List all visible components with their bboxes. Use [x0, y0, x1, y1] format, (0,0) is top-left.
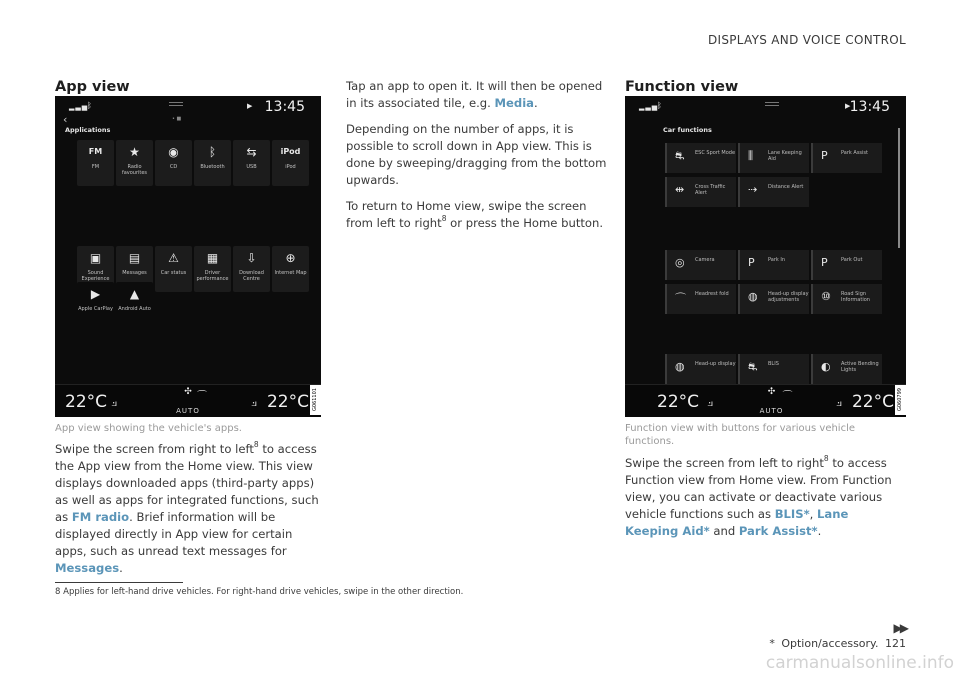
app-tile-cd[interactable]: ◉ CD: [155, 140, 192, 186]
function-button-park-in[interactable]: P Park In: [738, 250, 809, 280]
signal-icon: ▂▃▅: [639, 103, 659, 111]
screen-title: Applications: [65, 126, 111, 134]
fm-radio-link[interactable]: FM radio: [71, 510, 130, 524]
temperature-left[interactable]: 22°C: [657, 392, 700, 412]
cross-traffic-icon: ⇹: [675, 183, 685, 196]
image-reference-tag: G061101: [310, 385, 321, 415]
android-auto-icon: ▲: [129, 287, 140, 301]
function-button-park-out[interactable]: P Park Out: [811, 250, 882, 280]
clock: 13:45: [264, 99, 305, 115]
seat-heat-left-icon[interactable]: ⟓: [707, 395, 714, 410]
status-bar: [55, 96, 321, 118]
road-sign-icon: ⑩: [821, 290, 831, 303]
bluetooth-icon: ᛒ: [208, 145, 217, 159]
footnote-rule: [55, 582, 183, 583]
map-icon: ⊕: [285, 251, 296, 265]
function-button-head-up-display-adjustments[interactable]: ◍ Head-up display adjustments: [738, 284, 809, 314]
clock: 13:45: [849, 99, 890, 115]
handle-icon: [169, 102, 183, 103]
watermark: carmanualsonline.info: [765, 653, 954, 673]
app-tile-usb[interactable]: ⇆ USB: [233, 140, 270, 186]
seat-heat-right-icon[interactable]: ⟓: [250, 395, 257, 410]
function-button-park-assist[interactable]: P Park Assist: [811, 143, 882, 173]
headlight-icon: ◐: [821, 360, 831, 373]
media-link[interactable]: Media: [494, 96, 534, 110]
auto-label[interactable]: AUTO: [759, 407, 784, 415]
function-view-caption: Function view with buttons for various vehicle functions.: [625, 423, 856, 447]
fan-icon[interactable]: ✣: [767, 387, 776, 397]
function-button-camera[interactable]: ◎ Camera: [665, 250, 736, 280]
esc-icon: ⛐: [675, 149, 685, 162]
blis-icon: ⛐: [748, 360, 758, 373]
lane-keeping-aid-link[interactable]: Lane Keeping Aid*: [625, 507, 849, 538]
app-tile-android-auto[interactable]: ▲ Android Auto: [116, 282, 153, 328]
function-button-esc-sport-mode[interactable]: ⛐ ESC Sport Mode: [665, 143, 736, 173]
scrollbar[interactable]: [898, 128, 900, 248]
speaker-icon: ▣: [89, 251, 102, 265]
lane-icon: ⫼: [748, 149, 754, 162]
temperature-right[interactable]: 22°C: [266, 392, 309, 412]
star-icon: ★: [129, 145, 140, 159]
page-dots: • ■: [172, 116, 182, 122]
warning-icon: ⚠: [168, 251, 179, 265]
back-icon[interactable]: ‹: [63, 113, 68, 126]
head-up-display-icon: ◍: [748, 290, 758, 303]
app-tile-fm[interactable]: FM FM: [77, 140, 114, 186]
app-tile-radio-favourites[interactable]: ★ Radio favourites: [116, 140, 153, 186]
blis-link[interactable]: BLIS*: [774, 507, 810, 521]
download-icon: ⇩: [246, 251, 257, 265]
footer-note: * Option/accessory.: [769, 637, 879, 650]
climate-bar: [625, 384, 906, 417]
image-reference-tag: G060799: [895, 385, 906, 415]
parking-icon: P: [821, 149, 828, 162]
function-button-road-sign-information[interactable]: ⑩ Road Sign Information: [811, 284, 882, 314]
middle-text: Tap an app to open it. It will then be opened in its associated tile, e.g. Media. Depending on the number of apps, it is possible to scroll down in App view. This is done by sweeping/dragging from the bottom upwards. To return to Home view, swipe the screen from left to right$^8$ or press the Home button.: [346, 78, 616, 241]
function-view-paragraph: Swipe the screen from left to right$^8$ to access Function view from Home view. From Function view, you can activate or deactivate various vehicle functions such as BLIS*, Lane Keeping Aid* and Park Assist*.: [625, 454, 892, 538]
navigation-icon: ▶: [247, 102, 253, 110]
running-header: DISPLAYS AND VOICE CONTROL: [707, 33, 906, 47]
app-tile-download-centre[interactable]: ⇩ Download Centre: [233, 246, 270, 292]
function-button-active-bending-lights[interactable]: ◐ Active Bending Lights: [811, 354, 882, 384]
app-tile-ipod[interactable]: iPod iPod: [272, 140, 309, 186]
app-tile-sound-experience[interactable]: ▣ Sound Experience: [77, 246, 114, 292]
signal-icon: ▂▃▅: [69, 103, 89, 111]
seat-heat-left-icon[interactable]: ⟓: [111, 395, 118, 410]
app-tile-car-status[interactable]: ⚠ Car status: [155, 246, 192, 292]
camera-icon: ◎: [675, 256, 685, 269]
carplay-icon: ▶: [90, 287, 101, 301]
app-view-caption: App view showing the vehicle's apps.: [55, 423, 242, 434]
seat-heat-right-icon[interactable]: ⟓: [835, 395, 842, 410]
continue-arrows-icon: ▶▶: [893, 621, 906, 635]
temperature-left[interactable]: 22°C: [65, 392, 108, 412]
park-out-icon: P: [821, 256, 828, 269]
message-icon: ▤: [128, 251, 141, 265]
app-tile-apple-carplay[interactable]: ▶ Apple CarPlay: [77, 282, 114, 328]
head-up-display-icon: ◍: [675, 360, 685, 373]
app-tile-internet-map[interactable]: ⊕ Internet Map: [272, 246, 309, 292]
auto-label[interactable]: AUTO: [176, 407, 200, 415]
function-button-blis[interactable]: ⛐ BLIS: [738, 354, 809, 384]
page-number: 121: [885, 637, 906, 650]
app-tile-bluetooth[interactable]: ᛒ Bluetooth: [194, 140, 231, 186]
app-view-heading: App view: [55, 79, 130, 95]
status-bar: [625, 96, 906, 118]
climate-bar: [55, 384, 321, 417]
page-footer: [769, 637, 906, 650]
usb-icon: ⇆: [246, 145, 257, 159]
app-tile-messages[interactable]: ▤ Messages: [116, 246, 153, 292]
function-button-distance-alert[interactable]: ⇢ Distance Alert: [738, 177, 809, 207]
app-tile-driver-performance[interactable]: ▦ Driver performance: [194, 246, 231, 292]
app-view-screenshot: [55, 96, 321, 417]
graph-icon: ▦: [206, 251, 219, 265]
function-button-head-up-display[interactable]: ◍ Head-up display: [665, 354, 736, 384]
headrest-icon: ⌒: [675, 292, 686, 305]
distance-icon: ⇢: [748, 183, 758, 196]
bluetooth-icon: ᛒ: [657, 101, 662, 110]
disc-icon: ◉: [168, 145, 179, 159]
messages-link[interactable]: Messages: [55, 561, 120, 575]
bluetooth-icon: ᛒ: [87, 101, 92, 110]
function-button-headrest-fold[interactable]: ⌒ Headrest fold: [665, 284, 736, 314]
handle-icon: [765, 102, 779, 103]
function-button-lane-keeping-aid[interactable]: ⫼ Lane Keeping Aid: [738, 143, 809, 173]
temperature-right[interactable]: 22°C: [851, 392, 894, 412]
app-view-paragraph: Swipe the screen from right to left$^8$ to access the App view from the Home view. This view displays downloaded apps (third-party apps) as well as apps for integrated functions, such as FM radio. Brief information will be displayed directly in App view for certain apps, such as unread text messages for Messages.: [55, 440, 319, 575]
scroll-paragraph: Depending on the number of apps, it is possible to scroll down in App view. This is done by sweeping/dragging from the bottom upwards.: [346, 122, 607, 187]
navigation-icon: ▶: [845, 102, 851, 110]
function-view-screenshot: [625, 96, 906, 417]
function-button-cross-traffic-alert[interactable]: ⇹ Cross Traffic Alert: [665, 177, 736, 207]
seat-icon[interactable]: ⌒: [782, 391, 793, 402]
screen-title: Car functions: [663, 126, 712, 134]
function-view-heading: Function view: [625, 79, 739, 95]
footnote: 8 Applies for left-hand drive vehicles. For right-hand drive vehicles, swipe in the other direction.: [55, 587, 464, 597]
seat-icon[interactable]: ⌒: [197, 391, 207, 402]
park-in-icon: P: [748, 256, 755, 269]
ipod-icon: iPod: [280, 147, 301, 156]
park-assist-link[interactable]: Park Assist*: [738, 524, 818, 538]
fan-icon[interactable]: ✣: [184, 387, 192, 397]
fm-icon: FM: [88, 147, 103, 156]
